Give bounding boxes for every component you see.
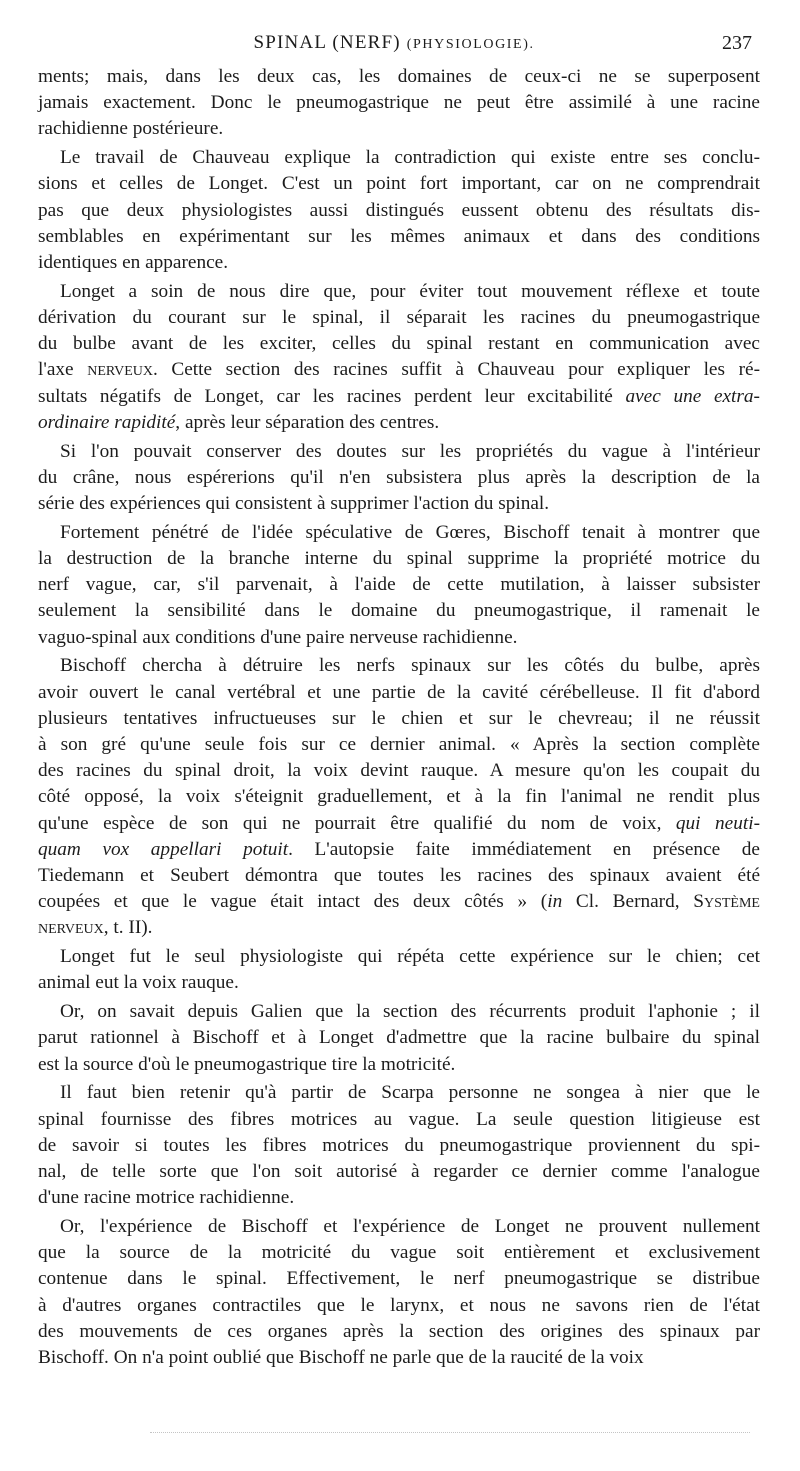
text-line: vaguo-spinal aux conditions d'une paire nerveuse rachidienne. [38,626,518,648]
text-line: à son gré qu'une seule fois sur ce dernier animal. « Après la section complète [38,734,760,756]
text-line: la destruction de la branche interne du spinal supprime la propriété motrice du [38,548,760,570]
text-line: parut rationnel à Bischoff et à Longet d'admettre que la racine bulbaire du spinal [38,1027,760,1049]
footer-dotted-rule [150,1432,750,1433]
text-line: identiques en apparence. [38,252,229,274]
paragraph [38,439,760,518]
text-line: Bischoff. On n'a point oublié que Bischoff ne parle que de la raucité de la voix [38,1347,644,1369]
text-line: semblables en expérimentant sur les mêmes animaux et dans des conditions [38,225,760,247]
text-line: d'une racine motrice rachidienne. [38,1187,295,1209]
text-line: ments; mais, dans les deux cas, les domaines de ceux-ci ne se superposent [38,66,760,87]
text-line: Or, on savait depuis Galien que la section des récurrents produit l'aphonie ; il [60,1001,760,1023]
text-line: avoir ouvert le canal vertébral et une partie de la cavité cérébelleuse. Il fit d'abord [38,681,760,703]
italic-text: quam vox appellari potuit [38,838,289,860]
paragraph [38,944,760,996]
text-line: Il faut bien retenir qu'à partir de Scarpa personne ne songea à nier que le [60,1082,760,1104]
text-line: coupées et que le vague était intact des deux côtés » (in Cl. Bernard, Système [38,891,760,913]
text-line: Longet fut le seul physiologiste qui répéta cette expérience sur le chien; cet [60,946,760,968]
text-line: côté opposé, la voix s'éteignit graduellement, et à la fin l'animal ne rendit plus [38,786,760,808]
text-line: que la source de la motricité du vague soit entièrement et exclusivement [38,1242,760,1264]
italic-text: qui neuti- [675,812,760,834]
italic-text: avec une extra- [625,385,760,407]
italic-text: in [547,891,563,913]
small-caps-text: nerveux [38,917,104,939]
page-header [36,32,752,58]
paragraph [38,1214,760,1371]
running-title-main: SPINAL (NERF) [253,32,401,53]
text-line: dérivation du courant sur le spinal, il séparait les racines du pneumogastrique [38,307,760,329]
text-line: sultats négatifs de Longet, car les racines perdent leur excitabilité avec une extra- [38,385,760,407]
paragraph [38,520,760,651]
text-line: quam vox appellari potuit. L'autopsie faite immédiatement en présence de [38,838,760,860]
text-line: Le travail de Chauveau explique la contradiction qui existe entre ses conclu- [60,147,760,169]
text-line: du crâne, nous espérerions qu'il n'en subsistera plus après la description de la [38,466,760,488]
text-line: nerf vague, car, s'il parvenait, à l'aide de cette mutilation, à laisser subsister [38,574,760,596]
small-caps-text: nerveux [87,359,153,381]
text-line: plusieurs tentatives infructueuses sur le chien et sur le chevreau; il ne réussit [38,707,760,729]
paragraph [38,279,760,436]
text-line: qu'une espèce de son qui ne pourrait être qualifié du nom de voix, qui neuti- [38,812,760,834]
text-line: série des expériences qui consistent à supprimer l'action du spinal. [38,493,550,515]
text-line: à d'autres organes contractiles que le larynx, et nous ne savons rien de l'état [38,1294,760,1316]
text-line: nerveux, t. II). [38,917,153,939]
small-caps-text: Système [693,891,760,913]
text-line: ordinaire rapidité, après leur séparation des centres. [38,411,440,433]
paragraph [38,1080,760,1211]
text-line: Tiedemann et Seubert démontra que toutes les racines des spinaux avaient été [38,865,760,887]
text-line: animal eut la voix rauque. [38,972,239,994]
paragraph [38,999,760,1078]
text-line: contenue dans le spinal. Effectivement, le nerf pneumogastrique se distribue [38,1268,760,1290]
text-line: Fortement pénétré de l'idée spéculative de Gœres, Bischoff tenait à montrer que [60,521,760,543]
text-line: Longet a soin de nous dire que, pour éviter tout mouvement réflexe et toute [60,280,760,302]
text-line: sions et celles de Longet. C'est un point fort important, car on ne comprendrait [38,173,760,195]
italic-text: ordinaire rapidité [38,411,176,433]
text-line: seulement la sensibilité dans le domaine du pneumogastrique, il ramenait le [38,600,760,622]
paragraph [38,653,760,941]
text-line: est la source d'où le pneumogastrique tire la motricité. [38,1053,456,1075]
text-line: spinal fournisse des fibres motrices au vague. La seule question litigieuse est [38,1108,760,1130]
running-title-subtitle: (PHYSIOLOGIE). [406,37,535,52]
text-line: l'axe nerveux. Cette section des racines suffit à Chauveau pour expliquer les ré- [38,359,760,381]
text-line: rachidienne postérieure. [38,118,224,140]
text-line: jamais exactement. Donc le pneumogastrique ne peut être assimilé à une racine [38,92,760,114]
text-line: Or, l'expérience de Bischoff et l'expérience de Longet ne prouvent nullement [60,1216,760,1238]
body-text [38,64,760,1374]
text-line: nal, de telle sorte que l'on soit autorisé à regarder ce dernier comme l'analogue [38,1161,760,1183]
text-line: pas que deux physiologistes aussi distingués eussent obtenu des résultats dis- [38,199,760,221]
running-title [36,32,752,54]
text-line: des mouvements de ces organes après la section des origines des spinaux par [38,1320,760,1342]
text-line: du bulbe avant de les exciter, celles du spinal restant en communication avec [38,333,760,355]
paragraph [38,64,760,143]
text-line: Bischoff chercha à détruire les nerfs spinaux sur les côtés du bulbe, après [60,655,760,677]
text-line: de savoir si toutes les fibres motrices du pneumogastrique proviennent du spi- [38,1134,760,1156]
page-number: 237 [722,32,752,54]
text-line: Si l'on pouvait conserver des doutes sur les propriétés du vague à l'intérieur [60,440,760,462]
paragraph [38,145,760,276]
text-line: des racines du spinal droit, la voix devint rauque. A mesure qu'on les coupait du [38,760,760,782]
